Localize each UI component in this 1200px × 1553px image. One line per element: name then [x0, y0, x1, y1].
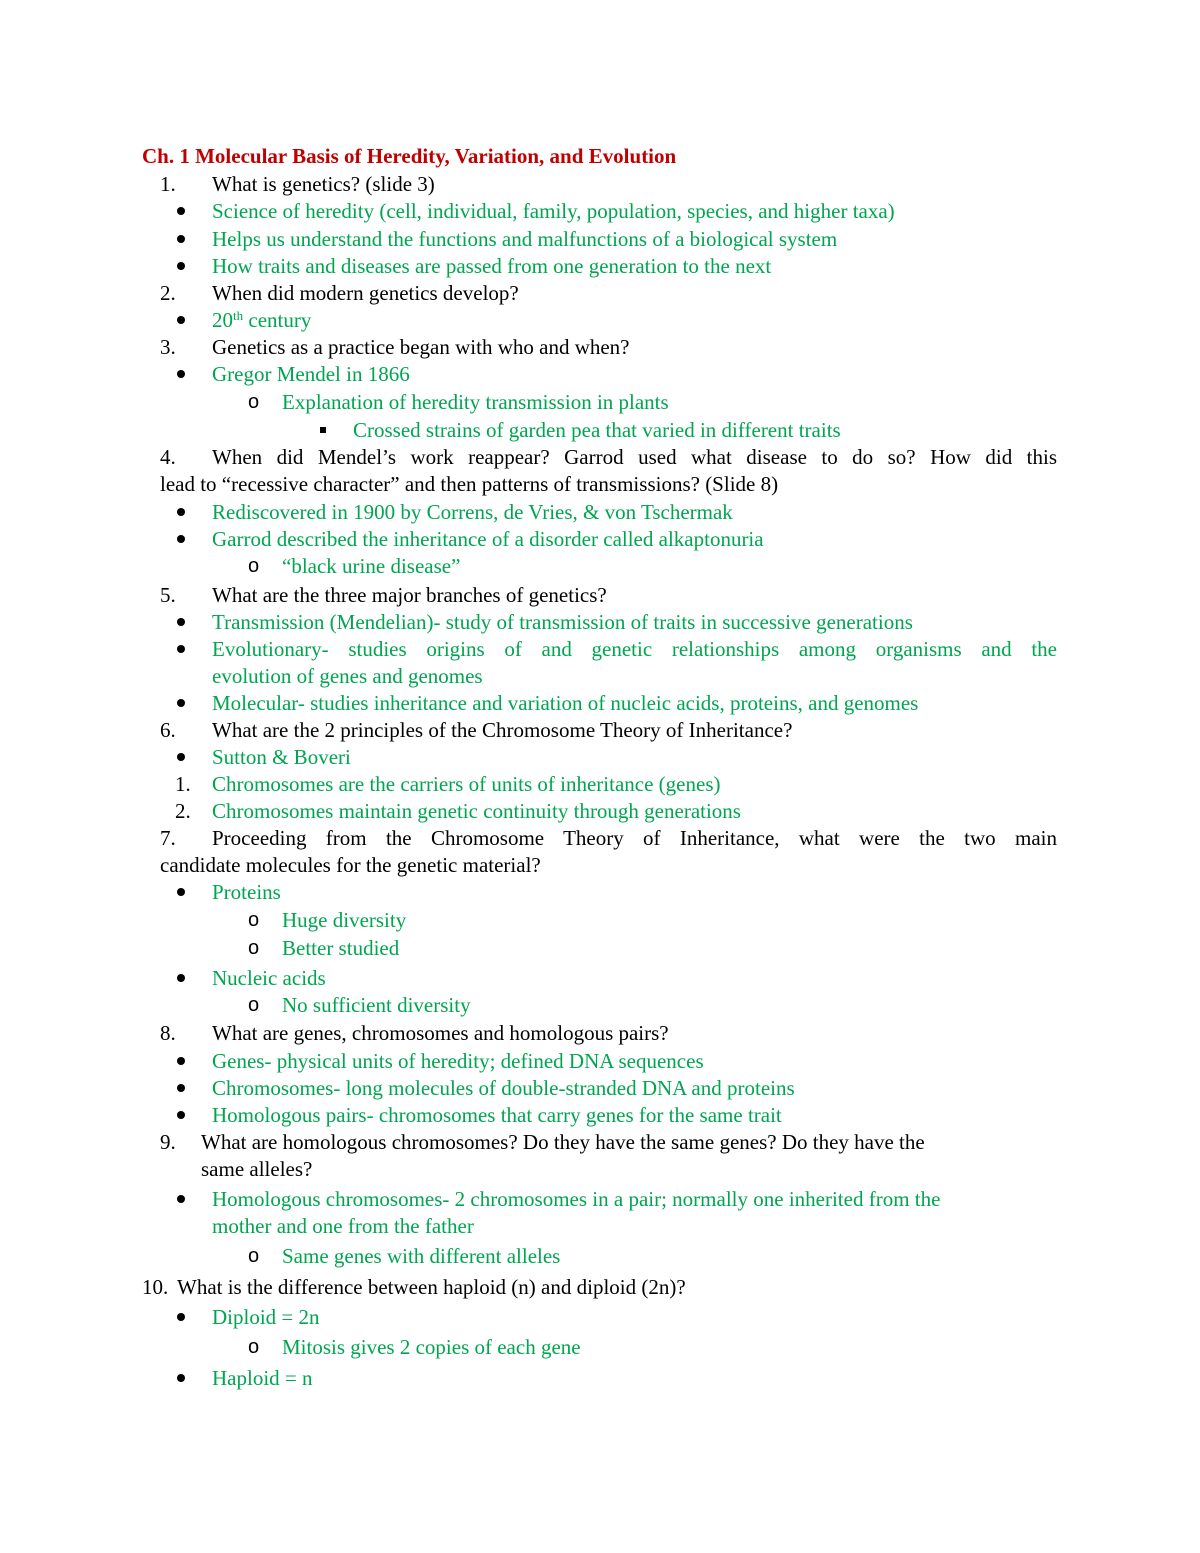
question-text: What is the difference between haploid (n) and diploid (2n)? — [177, 1275, 686, 1299]
hollow-circle-bullet-icon: o — [248, 1336, 260, 1358]
answer-text: Huge diversity — [282, 908, 407, 932]
ordinal-superscript: th — [233, 308, 244, 323]
question-number: 7. — [160, 826, 176, 850]
answer-text: Sutton & Boveri — [212, 745, 351, 769]
answer-number: 20 — [212, 308, 233, 332]
answer-text: How traits and diseases are passed from one generation to the next — [212, 254, 772, 278]
answer-number: 2. — [175, 799, 191, 823]
page-title: Ch. 1 Molecular Basis of Heredity, Variation, and Evolution — [142, 144, 677, 168]
bullet-icon — [177, 1195, 185, 1203]
question-number: 5. — [160, 583, 176, 607]
answer-text: Molecular- studies inheritance and variation of nucleic acids, proteins, and genomes — [212, 691, 919, 715]
answer-suffix: century — [243, 308, 312, 332]
bullet-icon — [177, 1111, 185, 1119]
bullet-icon — [177, 535, 185, 543]
square-bullet-icon — [320, 427, 326, 433]
answer-text — [212, 307, 311, 334]
question-text: What are the three major branches of genetics? — [212, 583, 607, 607]
question-text: When did modern genetics develop? — [212, 281, 519, 305]
bullet-icon — [177, 753, 185, 761]
question-number: 1. — [160, 172, 176, 196]
bullet-icon — [177, 262, 185, 270]
answer-text: Nucleic acids — [212, 966, 326, 990]
answer-text: Science of heredity (cell, individual, family, population, species, and higher taxa) — [212, 199, 895, 223]
question-number: 8. — [160, 1021, 176, 1045]
answer-text: Crossed strains of garden pea that varied in different traits — [353, 418, 841, 442]
answer-text-continued: mother and one from the father — [212, 1214, 474, 1238]
answer-number: 1. — [175, 772, 191, 796]
answer-text: Chromosomes are the carriers of units of inheritance (genes) — [212, 772, 721, 796]
answer-text: Explanation of heredity transmission in plants — [282, 390, 669, 414]
question-text-continued: lead to “recessive character” and then patterns of transmissions? (Slide 8) — [160, 472, 779, 496]
answer-text: Better studied — [282, 936, 400, 960]
answer-text: Haploid = n — [212, 1366, 313, 1390]
bullet-icon — [177, 888, 185, 896]
answer-text: Gregor Mendel in 1866 — [212, 362, 410, 386]
bullet-icon — [177, 316, 185, 324]
bullet-icon — [177, 1084, 185, 1092]
bullet-icon — [177, 618, 185, 626]
answer-text: Mitosis gives 2 copies of each gene — [282, 1335, 581, 1359]
hollow-circle-bullet-icon: o — [248, 1245, 260, 1267]
answer-text: Homologous chromosomes- 2 chromosomes in a pair; normally one inherited from the — [212, 1187, 941, 1211]
hollow-circle-bullet-icon: o — [248, 937, 260, 959]
question-text-continued: same alleles? — [201, 1157, 313, 1181]
question-text: Proceeding from the Chromosome Theory of Inheritance, what were the two main — [212, 826, 1057, 850]
question-text: What are homologous chromosomes? Do they have the same genes? Do they have the — [201, 1130, 925, 1154]
answer-text: “black urine disease” — [282, 554, 461, 578]
bullet-icon — [177, 645, 185, 653]
bullet-icon — [177, 974, 185, 982]
answer-text: Chromosomes maintain genetic continuity through generations — [212, 799, 741, 823]
hollow-circle-bullet-icon: o — [248, 391, 260, 413]
bullet-icon — [177, 370, 185, 378]
answer-text: No sufficient diversity — [282, 993, 471, 1017]
answer-text: Helps us understand the functions and malfunctions of a biological system — [212, 227, 838, 251]
bullet-icon — [177, 1374, 185, 1382]
answer-text: Genes- physical units of heredity; defined DNA sequences — [212, 1049, 704, 1073]
hollow-circle-bullet-icon: o — [248, 909, 260, 931]
hollow-circle-bullet-icon: o — [248, 555, 260, 577]
answer-text: Chromosomes- long molecules of double-stranded DNA and proteins — [212, 1076, 795, 1100]
question-number: 10. — [142, 1275, 169, 1299]
question-number: 4. — [160, 445, 176, 469]
question-text: What are the 2 principles of the Chromosome Theory of Inheritance? — [212, 718, 793, 742]
answer-text: Diploid = 2n — [212, 1305, 320, 1329]
hollow-circle-bullet-icon: o — [248, 994, 260, 1016]
question-text: When did Mendel’s work reappear? Garrod used what disease to do so? How did this — [212, 445, 1057, 469]
question-number: 3. — [160, 335, 176, 359]
answer-text: Garrod described the inheritance of a disorder called alkaptonuria — [212, 527, 764, 551]
question-number: 6. — [160, 718, 176, 742]
answer-text: Homologous pairs- chromosomes that carry genes for the same trait — [212, 1103, 782, 1127]
bullet-icon — [177, 1313, 185, 1321]
bullet-icon — [177, 699, 185, 707]
answer-text: Evolutionary- studies origins of and genetic relationships among organisms and the — [212, 637, 1057, 661]
answer-text: Transmission (Mendelian)- study of transmission of traits in successive generations — [212, 610, 913, 634]
question-number: 2. — [160, 281, 176, 305]
question-number: 9. — [160, 1130, 176, 1154]
answer-text: Proteins — [212, 880, 281, 904]
question-text: Genetics as a practice began with who and when? — [212, 335, 630, 359]
question-text: What is genetics? (slide 3) — [212, 172, 435, 196]
bullet-icon — [177, 508, 185, 516]
bullet-icon — [177, 1057, 185, 1065]
bullet-icon — [177, 207, 185, 215]
answer-text: Same genes with different alleles — [282, 1244, 561, 1268]
bullet-icon — [177, 235, 185, 243]
answer-text-continued: evolution of genes and genomes — [212, 664, 483, 688]
question-text: What are genes, chromosomes and homologous pairs? — [212, 1021, 669, 1045]
question-text-continued: candidate molecules for the genetic material? — [160, 853, 541, 877]
answer-text: Rediscovered in 1900 by Correns, de Vries, & von Tschermak — [212, 500, 733, 524]
